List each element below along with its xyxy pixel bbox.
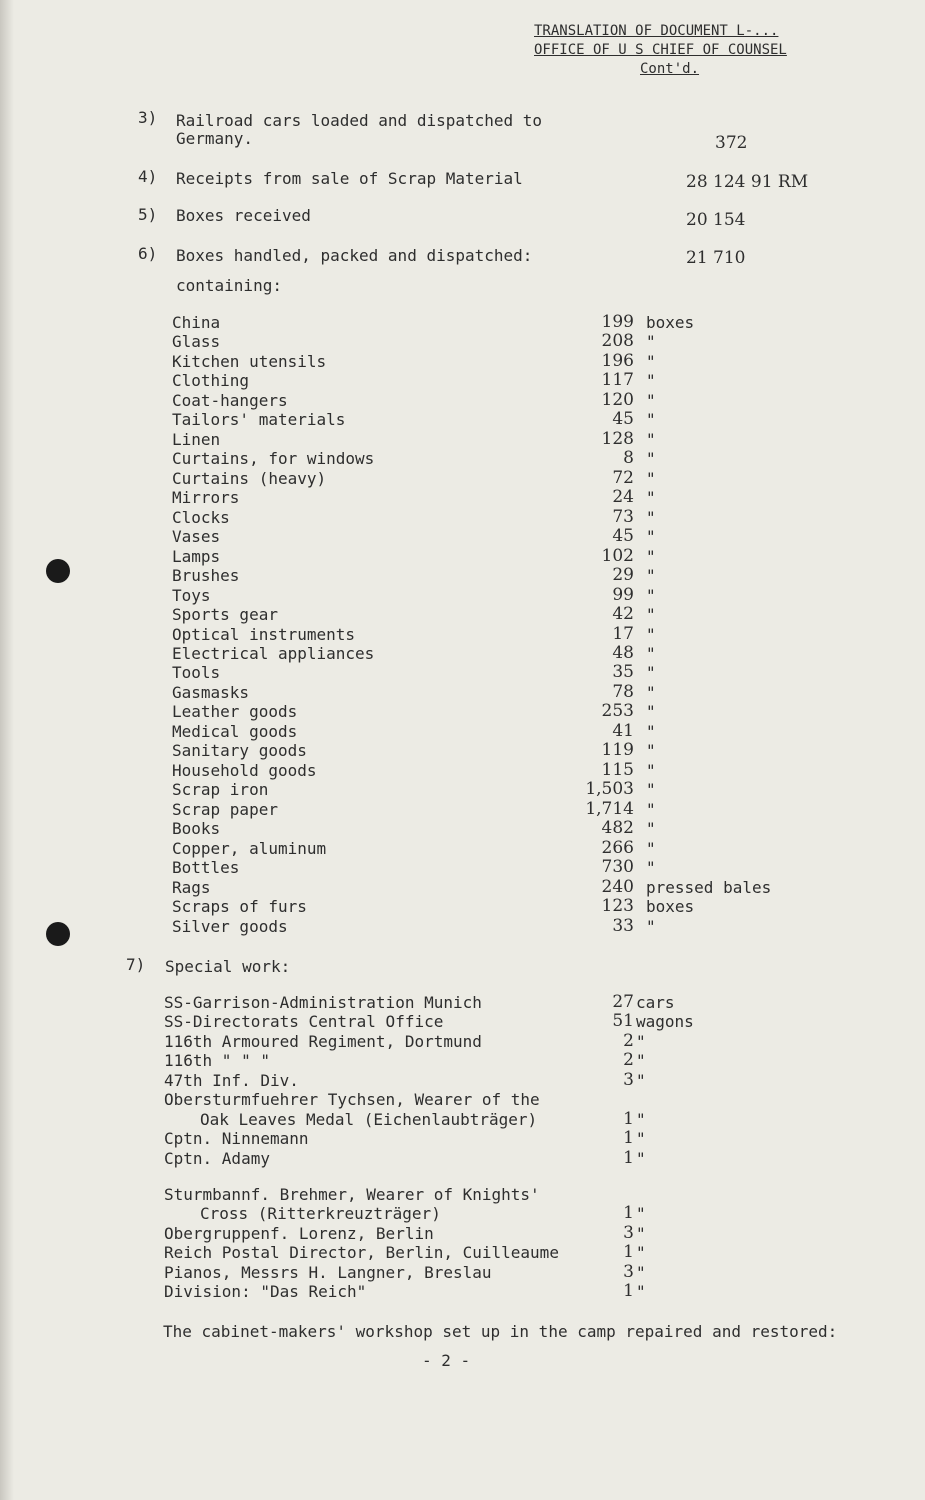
item-count: 1 (623, 1203, 634, 1224)
page-edge-shadow (0, 0, 14, 1500)
item-count: 196 (601, 350, 634, 371)
list-item (172, 391, 792, 410)
item-name: Household goods (172, 760, 317, 780)
item-unit: " (646, 546, 656, 566)
item-count: 1 (623, 1147, 634, 1168)
item-name: Obergruppenf. Lorenz, Berlin (164, 1223, 434, 1243)
item-count: 29 (612, 565, 634, 586)
item-count: 1 (623, 1242, 634, 1263)
item-text: Germany. (176, 129, 254, 148)
item-count: 240 (601, 876, 634, 897)
list-item (164, 1129, 804, 1148)
item-unit: " (646, 741, 656, 761)
item-unit: " (646, 429, 656, 449)
item-name: Clothing (172, 371, 250, 391)
item-unit: " (646, 780, 656, 800)
list-item (164, 1051, 804, 1070)
item-count: 33 (612, 915, 634, 936)
containing-label: containing: (176, 276, 282, 295)
item-unit: " (646, 721, 656, 741)
item-unit: " (646, 566, 656, 586)
item-name: Curtains (heavy) (172, 468, 327, 488)
item-value: 372 (715, 133, 748, 153)
item-text: Railroad cars loaded and dispatched to (176, 111, 543, 130)
list-item (172, 332, 792, 351)
list-item (172, 741, 792, 760)
item-name: Pianos, Messrs H. Langner, Breslau (164, 1262, 492, 1282)
item-name: Clocks (172, 507, 230, 527)
item-count: 45 (612, 409, 634, 430)
list-item (172, 410, 792, 429)
item-name: Glass (172, 332, 221, 352)
list-item (172, 644, 792, 663)
item-count: 35 (612, 662, 634, 683)
item-count: 2 (623, 1030, 634, 1051)
item-unit: boxes (646, 313, 695, 332)
item-count: 1 (623, 1108, 634, 1129)
item-name: Scraps of furs (172, 897, 307, 917)
item-text: Boxes received (176, 206, 311, 225)
list-item (172, 917, 792, 936)
list-item (164, 1032, 804, 1051)
item-name: Cross (Ritterkreuzträger) (200, 1204, 441, 1224)
item-count: 24 (612, 487, 634, 508)
item-name: Tailors' materials (172, 410, 346, 430)
item-count: 78 (612, 681, 634, 702)
item-unit: " (646, 488, 656, 508)
item-name: Lamps (172, 546, 221, 566)
list-item (172, 625, 792, 644)
item-name: Division: "Das Reich" (164, 1282, 367, 1302)
item-name: Brushes (172, 566, 240, 586)
list-item (172, 508, 792, 527)
list-item (164, 1185, 804, 1204)
list-item (172, 469, 792, 488)
item-unit: " (636, 1129, 646, 1149)
item-name: 116th " " " (164, 1051, 270, 1071)
list-item (172, 352, 792, 371)
list-item (164, 1282, 804, 1301)
item-count: 48 (612, 642, 634, 663)
list-item (172, 878, 792, 897)
item-count: 1,714 (585, 798, 634, 819)
item-value: 21 710 (686, 248, 746, 268)
item-unit: " (636, 1109, 646, 1129)
item-name: SS-Directorats Central Office (164, 1012, 444, 1032)
item-unit: " (636, 1262, 646, 1282)
item-name: Linen (172, 429, 221, 449)
item-count: 117 (601, 370, 634, 391)
list-item (164, 1149, 804, 1168)
list-item (172, 430, 792, 449)
item-count: 17 (612, 623, 634, 644)
item-unit: " (646, 527, 656, 547)
item-unit: pressed bales (646, 877, 772, 897)
item-unit: " (636, 1070, 646, 1090)
item-number: 4) (138, 167, 158, 186)
list-item (172, 313, 792, 332)
list-item (172, 663, 792, 682)
list-item (172, 566, 792, 585)
special-work-list (164, 993, 804, 1168)
item-unit: " (646, 858, 656, 878)
item-unit: " (646, 332, 656, 352)
punch-hole (46, 559, 70, 583)
list-item (172, 547, 792, 566)
item-name: Optical instruments (172, 624, 356, 644)
list-item (172, 897, 792, 916)
item-count: 730 (601, 857, 634, 878)
item-count: 115 (601, 759, 634, 780)
item-count: 3 (623, 1222, 634, 1243)
list-item (164, 1012, 804, 1031)
item-value: 20 154 (686, 210, 746, 230)
punch-hole (46, 922, 70, 946)
list-item (164, 1263, 804, 1282)
list-item (164, 993, 804, 1012)
item-name: Toys (172, 585, 211, 605)
page-number: - 2 - (422, 1351, 471, 1370)
item-unit: " (646, 838, 656, 858)
list-item (172, 839, 792, 858)
item-name: Coat-hangers (172, 390, 288, 410)
item-count: 42 (612, 604, 634, 625)
list-item (172, 761, 792, 780)
item-unit: " (646, 605, 656, 625)
item-name: Sturmbannf. Brehmer, Wearer of Knights' (164, 1185, 540, 1204)
item-count: 128 (601, 428, 634, 449)
list-item (172, 819, 792, 838)
item-unit: " (636, 1204, 646, 1224)
list-item (172, 800, 792, 819)
item-count: 72 (612, 467, 634, 488)
item-unit: " (646, 702, 656, 722)
item-name: Obersturmfuehrer Tychsen, Wearer of the (164, 1090, 540, 1110)
item-count: 51 (612, 1011, 634, 1032)
item-unit: " (646, 410, 656, 430)
header-contd: Cont'd. (640, 61, 700, 77)
list-item (172, 586, 792, 605)
item-count: 253 (601, 701, 634, 722)
item-count: 482 (601, 818, 634, 839)
item-name: Silver goods (172, 916, 288, 936)
list-item (164, 1243, 804, 1262)
item-name: Tools (172, 663, 221, 683)
item-name: SS-Garrison-Administration Munich (164, 993, 482, 1012)
item-name: Curtains, for windows (172, 449, 375, 469)
list-item (164, 1071, 804, 1090)
item-value: 28 124 91 RM (686, 172, 809, 192)
item-unit: " (646, 449, 656, 469)
item-count: 73 (612, 506, 634, 527)
contents-list (172, 313, 792, 936)
list-item (172, 371, 792, 390)
item-count: 1 (623, 1281, 634, 1302)
item-unit: " (646, 663, 656, 683)
item-name: Kitchen utensils (172, 351, 327, 371)
item-count: 208 (601, 331, 634, 352)
item-number: 7) (126, 955, 146, 974)
list-item (164, 1110, 804, 1129)
list-item (172, 722, 792, 741)
item-name: Gasmasks (172, 682, 250, 702)
item-unit: " (636, 1282, 646, 1302)
item-name: Electrical appliances (172, 643, 375, 663)
item-name: Medical goods (172, 721, 298, 741)
item-count: 27 (612, 992, 634, 1012)
item-name: Oak Leaves Medal (Eichenlaubträger) (200, 1109, 538, 1129)
item-count: 1,503 (585, 779, 634, 800)
item-unit: " (646, 682, 656, 702)
closing-line: The cabinet-makers' workshop set up in the camp repaired and restored: (163, 1322, 838, 1341)
list-item (172, 527, 792, 546)
item-name: Sanitary goods (172, 741, 307, 761)
item-count: 3 (623, 1069, 634, 1090)
list-item (172, 605, 792, 624)
item-unit: " (646, 507, 656, 527)
list-item (164, 1224, 804, 1243)
item-name: China (172, 313, 221, 332)
item-unit: " (646, 585, 656, 605)
header-line-2: OFFICE OF U S CHIEF OF COUNSEL (534, 42, 787, 58)
list-item (172, 683, 792, 702)
item-number: 6) (138, 244, 158, 263)
item-unit: " (646, 390, 656, 410)
header-line-1: TRANSLATION OF DOCUMENT L-... (534, 23, 779, 39)
item-name: Vases (172, 527, 221, 547)
item-name: Scrap iron (172, 780, 269, 800)
item-count: 1 (623, 1128, 634, 1149)
item-unit: " (646, 799, 656, 819)
item-count: 123 (601, 896, 634, 917)
item-unit: " (646, 351, 656, 371)
item-count: 99 (612, 584, 634, 605)
item-name: Rags (172, 877, 211, 897)
list-item (164, 1204, 804, 1223)
list-item (172, 858, 792, 877)
item-unit: " (636, 1243, 646, 1263)
item-count: 45 (612, 526, 634, 547)
item-unit: " (646, 819, 656, 839)
item-unit: " (646, 916, 656, 936)
item-name: Cptn. Ninnemann (164, 1129, 309, 1149)
list-item (172, 488, 792, 507)
item-count: 8 (623, 448, 634, 469)
item-unit: " (636, 1223, 646, 1243)
item-name: Copper, aluminum (172, 838, 327, 858)
item-unit: " (646, 371, 656, 391)
item-unit: " (636, 1031, 646, 1051)
special-work-list (164, 1185, 804, 1302)
list-item (164, 1090, 804, 1109)
item-unit: " (646, 643, 656, 663)
item-text: Boxes handled, packed and dispatched: (176, 246, 533, 265)
item-count: 120 (601, 389, 634, 410)
item-count: 41 (612, 720, 634, 741)
document-header (534, 22, 787, 79)
item-text: Receipts from sale of Scrap Material (176, 169, 523, 188)
item-name: Sports gear (172, 605, 278, 625)
item-unit: " (646, 624, 656, 644)
item-name: Mirrors (172, 488, 240, 508)
item-name: Bottles (172, 858, 240, 878)
list-item (172, 702, 792, 721)
list-item (172, 780, 792, 799)
item-name: 116th Armoured Regiment, Dortmund (164, 1031, 482, 1051)
item-unit: " (636, 1148, 646, 1168)
item-count: 199 (601, 312, 634, 332)
item-name: Books (172, 819, 221, 839)
item-unit: " (646, 468, 656, 488)
item-name: 47th Inf. Div. (164, 1070, 299, 1090)
item-count: 266 (601, 837, 634, 858)
item-count: 3 (623, 1261, 634, 1282)
item-count: 102 (601, 545, 634, 566)
item-unit: wagons (636, 1012, 694, 1032)
item-unit: boxes (646, 897, 695, 917)
special-work-title: Special work: (165, 957, 291, 976)
item-unit: cars (636, 993, 675, 1012)
item-count: 2 (623, 1050, 634, 1071)
item-name: Cptn. Adamy (164, 1148, 270, 1168)
item-number: 5) (138, 205, 158, 224)
item-unit: " (646, 760, 656, 780)
list-item (172, 449, 792, 468)
item-name: Scrap paper (172, 799, 278, 819)
item-number: 3) (138, 108, 158, 127)
item-unit: " (636, 1051, 646, 1071)
item-count: 119 (601, 740, 634, 761)
item-name: Reich Postal Director, Berlin, Cuilleaume (164, 1243, 559, 1263)
item-name: Leather goods (172, 702, 298, 722)
